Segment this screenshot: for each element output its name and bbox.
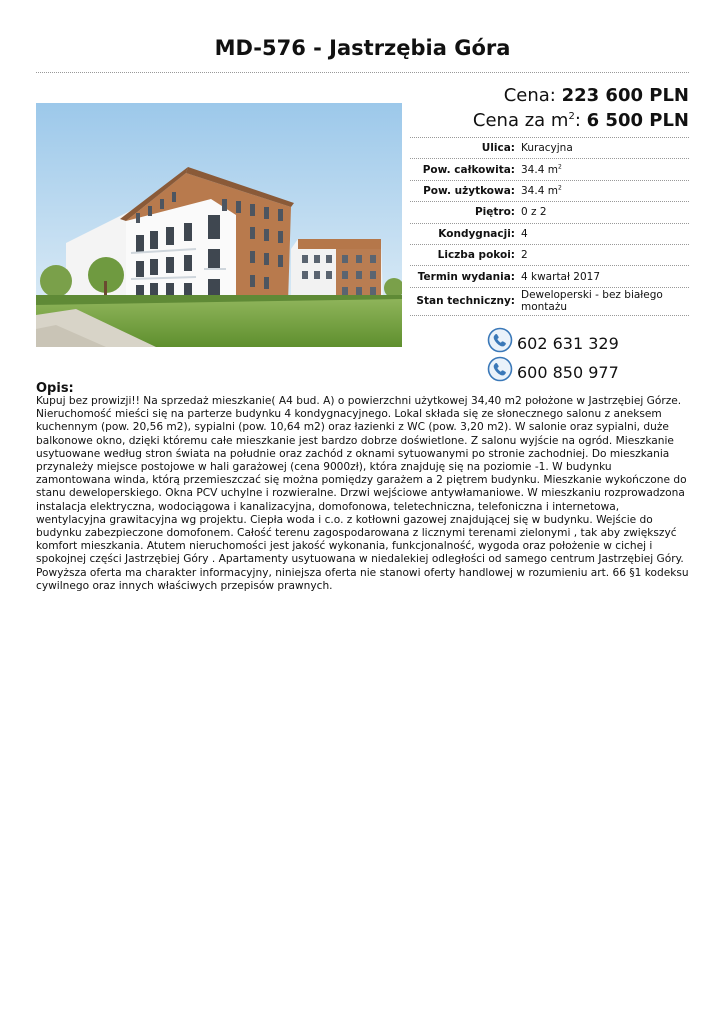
detail-value <box>520 228 689 240</box>
detail-label: Pow. całkowita: <box>422 163 515 176</box>
detail-row-street <box>410 138 689 159</box>
phone-icon <box>487 356 513 382</box>
phone-number[interactable]: 602 631 329 <box>517 334 619 353</box>
building-photo <box>36 103 402 347</box>
price-per-m2 <box>473 108 689 133</box>
detail-value <box>520 164 689 176</box>
detail-row-rooms <box>410 245 689 266</box>
detail-row-condition <box>410 288 689 316</box>
detail-row-floor <box>410 202 689 223</box>
detail-label: Stan techniczny: <box>416 295 515 308</box>
detail-value-text: 0 z 2 <box>521 206 547 219</box>
detail-label: Liczba pokoi: <box>437 249 515 262</box>
price-per-m2-sup: 2 <box>568 111 575 122</box>
detail-value <box>520 289 689 313</box>
detail-value <box>520 206 689 218</box>
detail-row-usable-area <box>410 181 689 202</box>
details-table <box>410 137 689 316</box>
page-title: MD-576 - Jastrzębia Góra <box>214 36 511 60</box>
total-price <box>473 83 689 108</box>
price-per-m2-colon: : <box>574 110 581 131</box>
detail-value-sup: 2 <box>557 163 562 171</box>
detail-value-text: 34.4 m <box>521 163 558 176</box>
phone-list <box>487 325 619 383</box>
price-block <box>473 83 689 133</box>
detail-value <box>520 271 689 283</box>
phone-number[interactable]: 600 850 977 <box>517 363 619 382</box>
detail-label: Kondygnacji: <box>438 227 515 240</box>
title-divider <box>36 72 689 73</box>
detail-value-text: Kuracyjna <box>521 142 573 155</box>
detail-row-completion <box>410 266 689 287</box>
phone-entry[interactable] <box>487 325 619 354</box>
description-heading: Opis: <box>36 381 74 396</box>
detail-label: Piętro: <box>474 206 515 219</box>
phone-icon <box>487 327 513 353</box>
detail-value-text: Deweloperski - bez białego montażu <box>521 289 663 314</box>
detail-value-text: 34.4 m <box>521 184 558 197</box>
detail-value <box>520 185 689 197</box>
detail-row-storeys <box>410 224 689 245</box>
price-label: Cena: <box>503 85 556 106</box>
detail-value-text: 2 <box>521 249 528 262</box>
price-per-m2-value: 6 500 PLN <box>586 110 689 131</box>
detail-label: Pow. użytkowa: <box>423 184 515 197</box>
phone-entry[interactable] <box>487 354 619 383</box>
detail-value-sup: 2 <box>557 184 562 192</box>
price-per-m2-label: Cena za m <box>472 110 569 131</box>
detail-value <box>520 142 689 154</box>
detail-value-text: 4 kwartał 2017 <box>521 270 601 283</box>
detail-label: Ulica: <box>481 142 515 155</box>
detail-value <box>520 249 689 261</box>
detail-label: Termin wydania: <box>417 270 515 283</box>
price-value: 223 600 PLN <box>561 85 689 106</box>
description-text: Kupuj bez prowizji!! Na sprzedaż mieszkanie( A4 bud. A) o powierzchni użytkowej 34,40 m2 położone w Jastrzębiej Górze. Nieruchomość mieści się na parterze budynku 4 kondygnacyjnego. Lokal składa się ze słonecznego salonu z aneksem kuchennym (pow. 20,56 m2), sypialni (pow. 10,64 m2) oraz łazienki z WC (pow. 3,20 m2). W salonie oraz sypialni, duże balkonowe okno, dzięki któremu całe mieszkanie jest bardzo dobrze doświetlone. Z salonu wyjście na ogród. Mieszkanie usytuowane według stron świata na południe oraz zachód z oknami sytuowanymi po stronie zachodniej. Do mieszkania przynależy miejsce postojowe w hali garażowej (cena 9000zł), która znajduję się na poziomie -1. W budynku zamontowana winda, którą przemieszczać się można pomiędzy garażem a 2 piętrem budynku. Mieszkanie wykończone do stanu deweloperskiego. Okna PCV uchylne i rozwieralne. Drzwi wejściowe antywłamaniowe. W mieszkaniu rozprowadzona instalacja elektryczna, wodociągowa i kanalizacyjna, domofonowa, teletechniczna, telefoniczna i internetowa, wentylacyjna grawitacyjna wg projektu. Ciepła woda i c.o. z kotłowni gazowej znajdującej się w budynku. Wejście do budynku zabezpieczone domofonem. Całość terenu zagospodarowana z licznymi terenami zielonymi , tak aby zwiększyć komfort mieszkania. Atutem nieruchomości jest jakość wykonania, funkcjonalność, wygoda oraz położenie w cichej i spokojnej części Jastrzębiej Góry . Apartamenty usytuowana w niedalekiej odległości od samego centrum Jastrzębiej Góry. Powyższa oferta ma charakter informacyjny, niniejsza oferta nie stanowi oferty handlowej w rozumieniu art. 66 §1 kodeksu cywilnego oraz innych właściwych przepisów prawnych. <box>36 395 689 592</box>
detail-value-text: 4 <box>521 227 528 240</box>
detail-row-total-area <box>410 159 689 180</box>
